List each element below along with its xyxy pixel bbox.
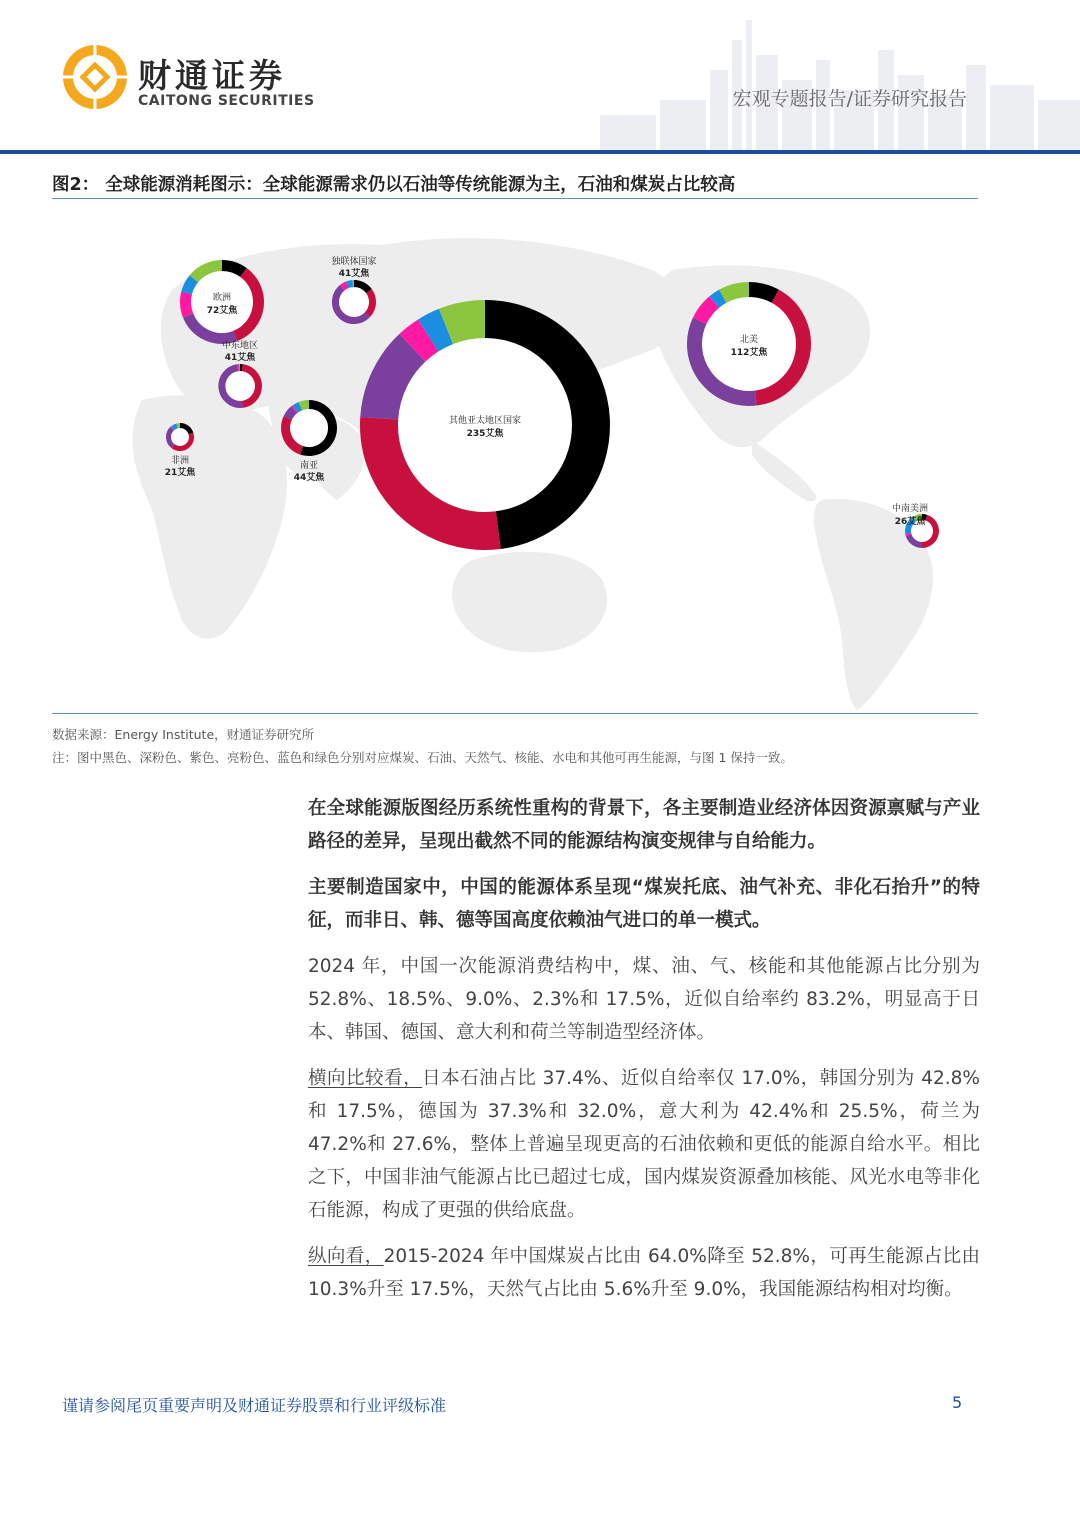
brand-name-en: CAITONG SECURITIES (138, 93, 315, 109)
region-name-label: 非洲 (170, 456, 190, 466)
donut-segment (295, 406, 300, 409)
paragraph-4-text: 日本石油占比 37.4%、近似自给率仅 17.0%，韩国分别为 42.8%和 17.5%，德国为 37.3%和 32.0%，意大利为 42.4%和 25.5%，荷兰为 47.2%和 27.6%，整体上普遍呈现更高的石油依赖和更低的能源自给水平。相比之下，中国非油气能源占比已超过七成，国内煤炭资源叠加核能、风光水电等非化石能源，构成了更强的供给底盘。 (308, 1068, 980, 1221)
donut-segment (187, 279, 194, 293)
region-value-label: 26艾焦 (894, 517, 926, 527)
region-value-label: 21艾焦 (164, 468, 196, 478)
region-value-label: 41艾焦 (338, 269, 370, 279)
donut-segment (342, 285, 347, 288)
donut-1 (331, 255, 376, 321)
donut-0 (186, 266, 259, 339)
donut-2 (694, 290, 803, 399)
region-value-label: 44艾焦 (293, 473, 325, 483)
paragraph-4 (308, 1062, 980, 1227)
donut-segment (714, 296, 722, 302)
donut-4 (379, 319, 591, 531)
paragraph-5-text: 2015-2024 年中国煤炭占比由 64.0%降至 52.8%，可再生能源占比由 10.3%升至 17.5%，天然气占比由 5.6%升至 9.0%，我国能源结构相对均衡。 (308, 1246, 980, 1300)
region-name-label: 独联体国家 (331, 257, 377, 267)
donut-hole (339, 287, 369, 317)
donut-segment (428, 326, 446, 335)
brand-name-cn: 财通证券 (138, 56, 286, 95)
donut-hole (171, 428, 189, 446)
paragraph-5-lead: 纵向看， (308, 1246, 384, 1267)
donut-segment (723, 290, 749, 297)
figure-note: 注：图中黑色、深粉色、紫色、亮粉色、蓝色和绿色分别对应煤炭、石油、天然气、核能、水电和其他可再生能源，与图 1 保持一致。 (52, 750, 793, 765)
paragraph-5 (308, 1240, 980, 1306)
body-text (308, 792, 980, 1319)
donut-segment (294, 409, 295, 410)
donut-segment (347, 284, 353, 285)
footer-disclaimer[interactable]: 谨请参阅尾页重要声明及财通证券股票和行业评级标准 (62, 1396, 447, 1415)
paragraph-3: 2024 年，中国一次能源消费结构中，煤、油、气、核能和其他能源占比分别为 52.8%、18.5%、9.0%、2.3%和 17.5%，近似自给率约 83.2%，明显高于日本、韩国、德国、意大利和荷兰等制造型经济体。 (308, 956, 980, 1043)
donut-segment (412, 336, 428, 348)
region-name-label: 其他亚太地区国家 (448, 416, 522, 426)
region-name-label: 欧洲 (212, 293, 232, 303)
paragraph-1: 在全球能源版图经历系统性重构的背景下，各主要制造业经济体因资源禀赋与产业路径的差异，呈现出截然不同的能源结构演变规律与自给能力。 (308, 798, 980, 852)
page-header (0, 0, 1080, 156)
region-value-label: 41艾焦 (224, 353, 256, 363)
region-value-label: 112艾焦 (730, 348, 768, 358)
skyline-watermark (560, 0, 1080, 150)
page-number: 5 (952, 1393, 963, 1412)
region-name-label: 南亚 (299, 461, 319, 471)
donut-segment (173, 426, 177, 428)
donut-segment (288, 410, 294, 418)
paragraph-2: 主要制造国家中，中国的能源体系呈现“煤炭托底、油气补充、非化石抬升”的特征，而非日、韩、德等国高度依赖油气进口的单一模式。 (308, 877, 980, 931)
donut-segment (300, 405, 309, 407)
donut-hole (290, 409, 328, 447)
figure-top-rule (52, 198, 978, 199)
region-name-label: 中东地区 (221, 341, 259, 351)
donut-3 (222, 339, 259, 404)
donut-segment (749, 290, 775, 297)
region-name-label: 北美 (739, 335, 759, 345)
donut-segment (446, 319, 485, 326)
region-value-label: 235艾焦 (466, 429, 504, 439)
world-energy-map (52, 200, 978, 712)
region-name-label: 中南美洲 (891, 504, 929, 514)
report-type: 宏观专题报告/证券研究报告 (732, 88, 967, 110)
figure-source: 数据来源：Energy Institute，财通证券研究所 (52, 727, 315, 742)
caitong-logo (60, 42, 130, 112)
region-value-label: 72艾焦 (206, 306, 238, 316)
figure-title: 图2： 全球能源消耗图示：全球能源需求仍以石油等传统能源为主，石油和煤炭占比较高 (52, 175, 736, 195)
header-divider (0, 150, 1080, 154)
paragraph-4-lead: 横向比较看， (308, 1068, 423, 1089)
figure-bottom-rule (52, 713, 978, 714)
donut-segment (186, 293, 189, 316)
